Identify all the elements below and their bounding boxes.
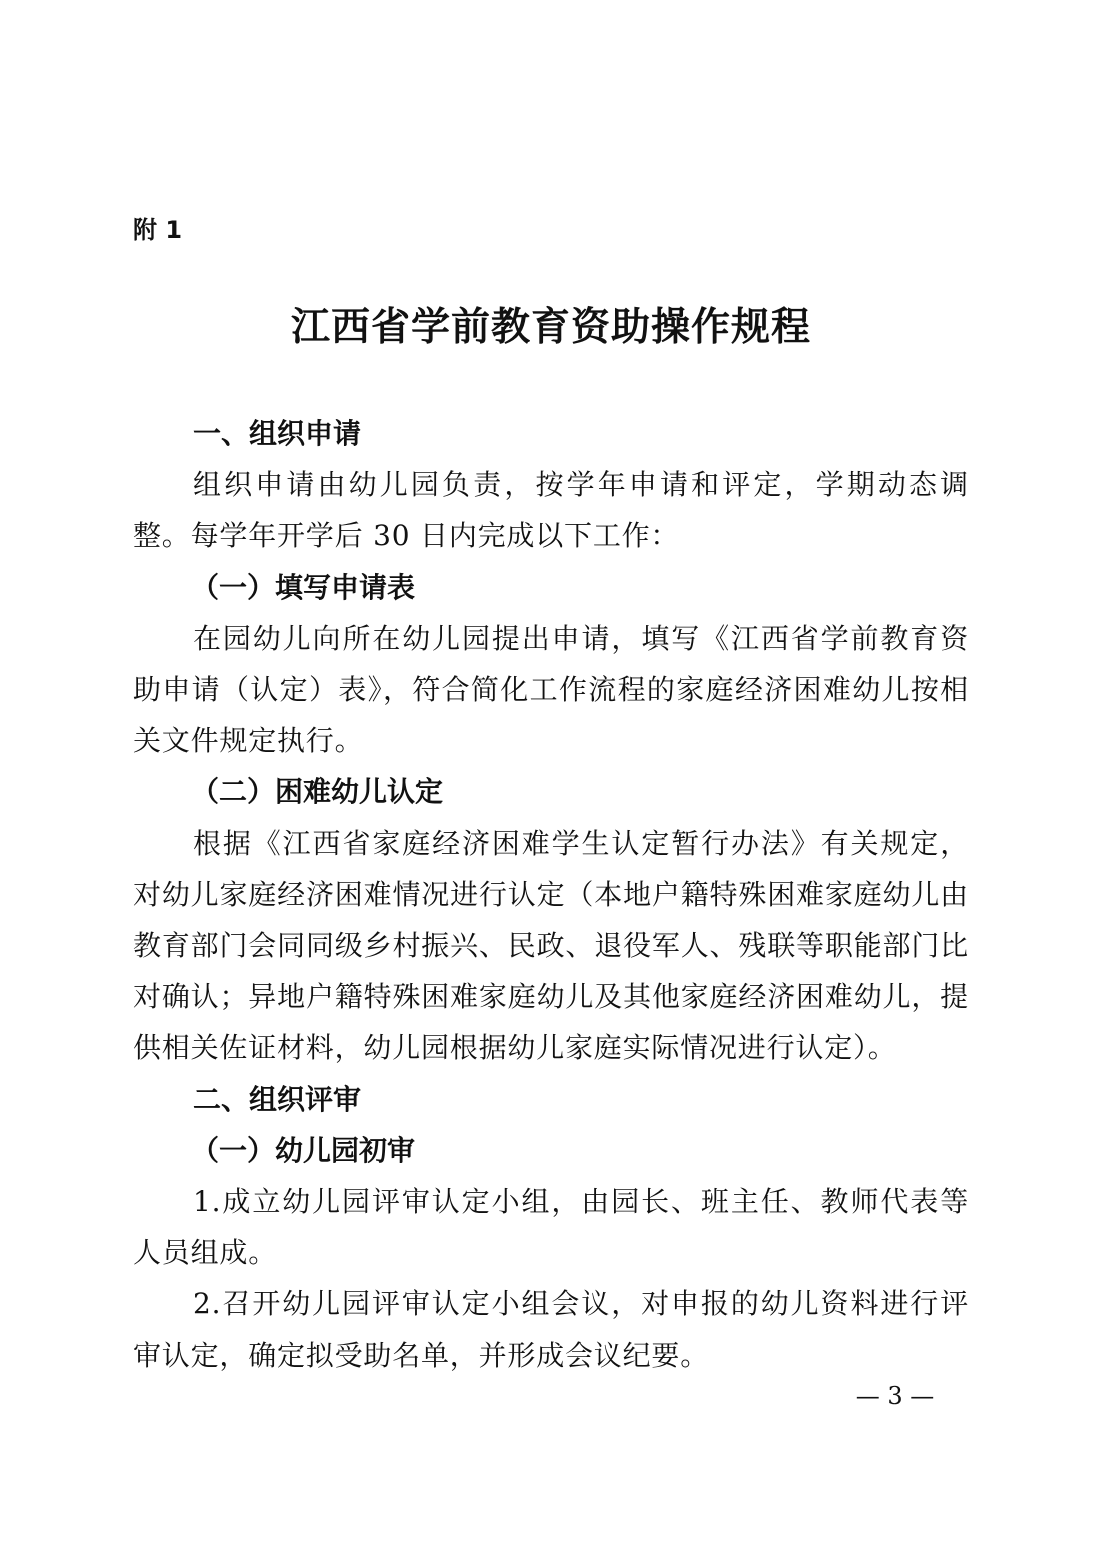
subsection-heading-hardship-recognition: （二）困难幼儿认定 [191, 775, 444, 809]
document-title: 江西省学前教育资助操作规程 [290, 304, 811, 350]
subsection-heading-fill-form: （一）填写申请表 [191, 570, 416, 604]
subsection-heading-kindergarten-review: （一）幼儿园初审 [191, 1133, 416, 1167]
section-apply-intro: 组织申请由幼儿园负责，按学年申请和评定，学期动态调整。每学年开学后 30 日内完成以下工作： [133, 468, 969, 553]
page-number: — 3 — [855, 1382, 935, 1410]
attachment-label: 附 1 [133, 216, 183, 244]
section-heading-review: 二、组织评审 [193, 1082, 362, 1116]
review-item-2: 2.召开幼儿园评审认定小组会议，对申报的幼儿资料进行评审认定，确定拟受助名单，并形成会议纪要。 [133, 1287, 969, 1372]
review-item-1: 1.成立幼儿园评审认定小组，由园长、班主任、教师代表等人员组成。 [133, 1184, 969, 1270]
document-body [133, 408, 969, 1381]
subsection-hardship-recognition-text: 根据《江西省家庭经济困难学生认定暂行办法》有关规定，对幼儿家庭经济困难情况进行认定（本地户籍特殊困难家庭幼儿由教育部门会同同级乡村振兴、民政、退役军人、残联等职能部门比对确认；异地户籍特殊困难家庭幼儿及其他家庭经济困难幼儿，提供相关佐证材料，幼儿园根据幼儿家庭实际情况进行认定）。 [133, 826, 969, 1065]
subsection-fill-form-text: 在园幼儿向所在幼儿园提出申请，填写《江西省学前教育资助申请（认定）表》，符合简化工作流程的家庭经济困难幼儿按相关文件规定执行。 [133, 621, 969, 758]
section-heading-apply: 一、组织申请 [193, 417, 362, 450]
